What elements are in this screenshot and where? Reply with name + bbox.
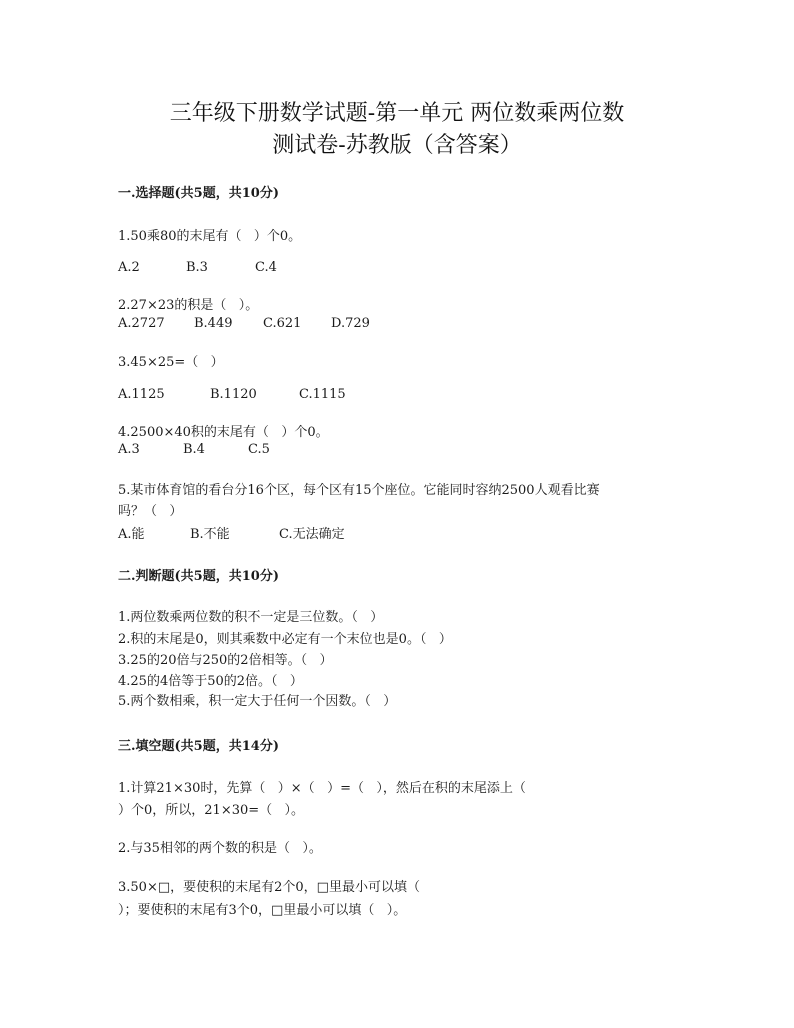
s2-item-5: 5.两个数相乘，积一定大于任何一个因数。（ ） [118, 694, 397, 709]
s2-item-2: 2.积的末尾是0，则其乘数中必定有一个末位也是0。（ ） [118, 632, 452, 647]
s1-q5-stem-line2: 吗？（ ） [118, 504, 183, 519]
section3-heading: 三.填空题(共5题，共14分) [118, 739, 279, 754]
page-title-line1: 三年级下册数学试题-第一单元 两位数乘两位数 [169, 101, 625, 126]
s1-q3-stem: 3.45×25=（ ） [118, 355, 224, 370]
section1-heading: 一.选择题(共5题，共10分) [118, 186, 279, 201]
s1-q5-option-b: B.不能 [190, 527, 230, 542]
s3-q2: 2.与35相邻的两个数的积是（ ）。 [118, 841, 322, 856]
page-title-line2: 测试卷-苏教版（含答案） [272, 133, 522, 158]
s1-q4-stem: 4.2500×40积的末尾有（ ）个0。 [118, 425, 329, 440]
s1-q5-option-c: C.无法确定 [279, 527, 345, 542]
s1-q5-stem-line1: 5.某市体育馆的看台分16个区，每个区有15个座位。它能同时容纳2500人观看比赛 [118, 483, 600, 498]
s1-q3-option-b: B.1120 [210, 387, 257, 402]
s2-item-4: 4.25的4倍等于50的2倍。（ ） [118, 674, 303, 689]
s3-q3-line1: 3.50×□，要使积的末尾有2个0，□里最小可以填（ [118, 880, 420, 895]
s1-q4-option-a: A.3 [118, 442, 140, 457]
s1-q4-option-c: C.5 [248, 442, 270, 457]
s1-q1-stem: 1.50乘80的末尾有（ ）个0。 [118, 229, 302, 244]
s3-q3-line2: ）；要使积的末尾有3个0，□里最小可以填（ ）。 [118, 903, 407, 918]
s1-q3-option-c: C.1115 [299, 387, 346, 402]
s1-q2-stem: 2.27×23的积是（ ）。 [118, 298, 259, 313]
s1-q5-option-a: A.能 [118, 527, 145, 542]
s1-q2-option-b: B.449 [194, 316, 233, 331]
s1-q1-option-c: C.4 [255, 260, 277, 275]
section2-heading: 二.判断题(共5题，共10分) [118, 569, 279, 584]
s3-q1-line2: ）个0，所以，21×30=（ ）。 [118, 803, 305, 818]
s2-item-3: 3.25的20倍与250的2倍相等。（ ） [118, 653, 333, 668]
s1-q1-option-a: A.2 [118, 260, 140, 275]
s3-q1-line1: 1.计算21×30时，先算（ ）×（ ）=（ ），然后在积的末尾添上（ [118, 781, 526, 796]
s1-q2-option-a: A.2727 [118, 316, 165, 331]
s1-q1-option-b: B.3 [186, 260, 208, 275]
s1-q4-option-b: B.4 [183, 442, 205, 457]
s1-q2-option-d: D.729 [331, 316, 370, 331]
s2-item-1: 1.两位数乘两位数的积不一定是三位数。（ ） [118, 610, 384, 625]
s1-q3-option-a: A.1125 [118, 387, 165, 402]
s1-q2-option-c: C.621 [263, 316, 302, 331]
